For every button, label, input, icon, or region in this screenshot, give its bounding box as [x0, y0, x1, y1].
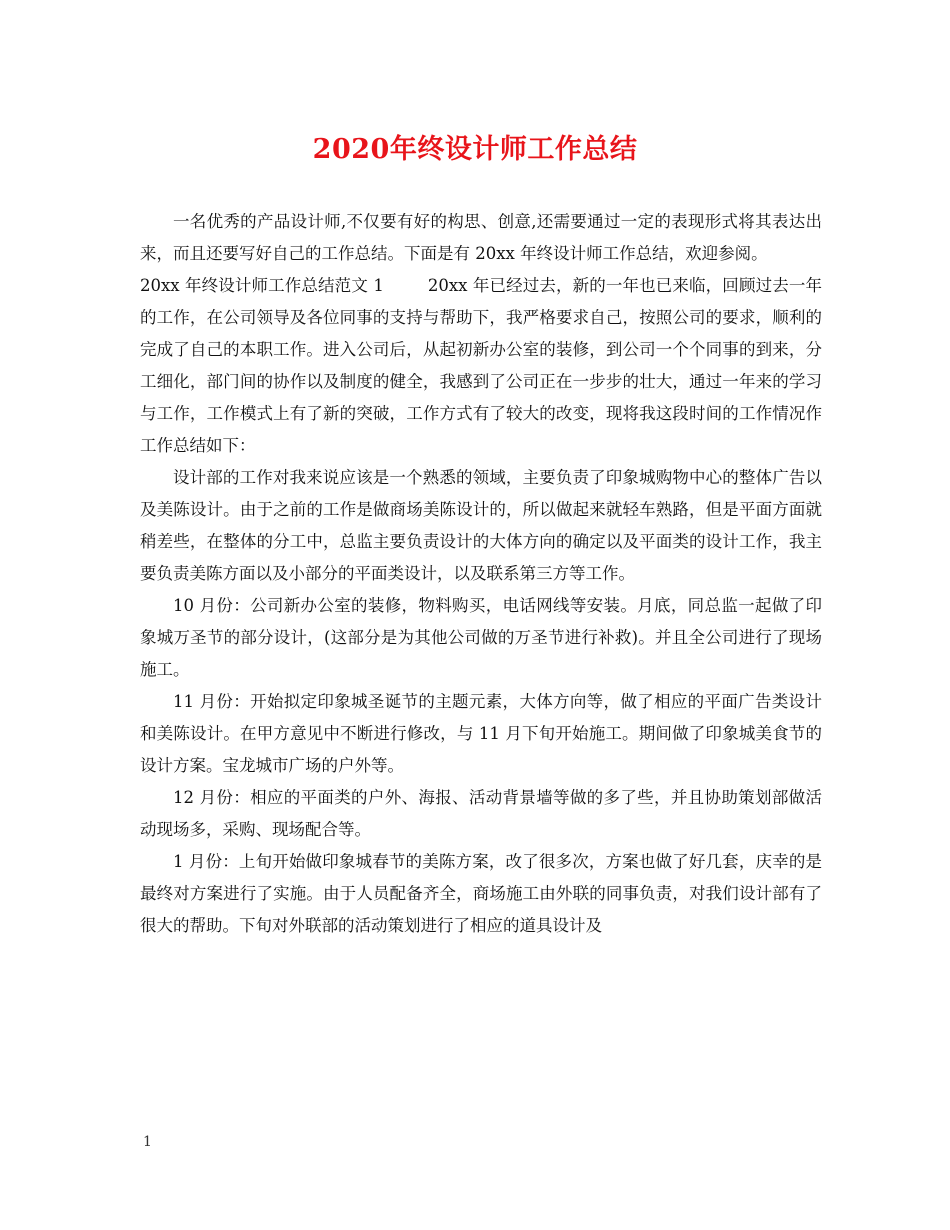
paragraph-january: 1 月份：上旬开始做印象城春节的美陈方案，改了很多次，方案也做了好几套，庆幸的是最终对方案进行了实施。由于人员配备齐全，商场施工由外联的同事负责，对我们设计部有了很大的帮助。下旬对外联部的活动策划进行了相应的道具设计及: [140, 852, 822, 935]
paragraph-november: 11 月份：开始拟定印象城圣诞节的主题元素，大体方向等，做了相应的平面广告类设计和美陈设计。在甲方意见中不断进行修改，与 11 月下旬开始施工。期间做了印象城美食节的设计方案。宝龙城市广场的户外等。: [140, 692, 822, 775]
paragraph-sample-1: [140, 270, 822, 462]
sample-1-text: 20xx 年已经过去，新的一年也已来临，回顾过去一年的工作，在公司领导及各位同事的支持与帮助下，我严格要求自己，按照公司的要求，顺利的完成了自己的本职工作。进入公司后，从起初新办公室的装修，到公司一个个同事的到来，分工细化，部门间的协作以及制度的健全，我感到了公司正在一步步的壮大，通过一年来的学习与工作，工作模式上有了新的突破，工作方式有了较大的改变，现将我这段时间的工作情况作工作总结如下：: [140, 276, 822, 455]
paragraph-intro: 一名优秀的产品设计师,不仅要有好的构思、创意,还需要通过一定的表现形式将其表达出来，而且还要写好自己的工作总结。下面是有 20xx 年终设计师工作总结，欢迎参阅。: [140, 212, 822, 263]
document-title: 2020年终设计师工作总结: [312, 134, 638, 165]
page-number: 1: [143, 1134, 152, 1150]
document-body: [140, 206, 822, 942]
paragraph-october: 10 月份：公司新办公室的装修，物料购买，电话网线等安装。月底，同总监一起做了印象城万圣节的部分设计，(这部分是为其他公司做的万圣节进行补救)。并且全公司进行了现场施工。: [140, 596, 822, 679]
sample-heading: 20xx 年终设计师工作总结范文 1: [140, 276, 384, 295]
paragraph-design-dept: 设计部的工作对我来说应该是一个熟悉的领域，主要负责了印象城购物中心的整体广告以及美陈设计。由于之前的工作是做商场美陈设计的，所以做起来就轻车熟路，但是平面方面就稍差些，在整体的分工中，总监主要负责设计的大体方向的确定以及平面类的设计工作，我主要负责美陈方面以及小部分的平面类设计，以及联系第三方等工作。: [140, 468, 822, 583]
paragraph-december: 12 月份：相应的平面类的户外、海报、活动背景墙等做的多了些，并且协助策划部做活动现场多，采购、现场配合等。: [140, 788, 822, 839]
